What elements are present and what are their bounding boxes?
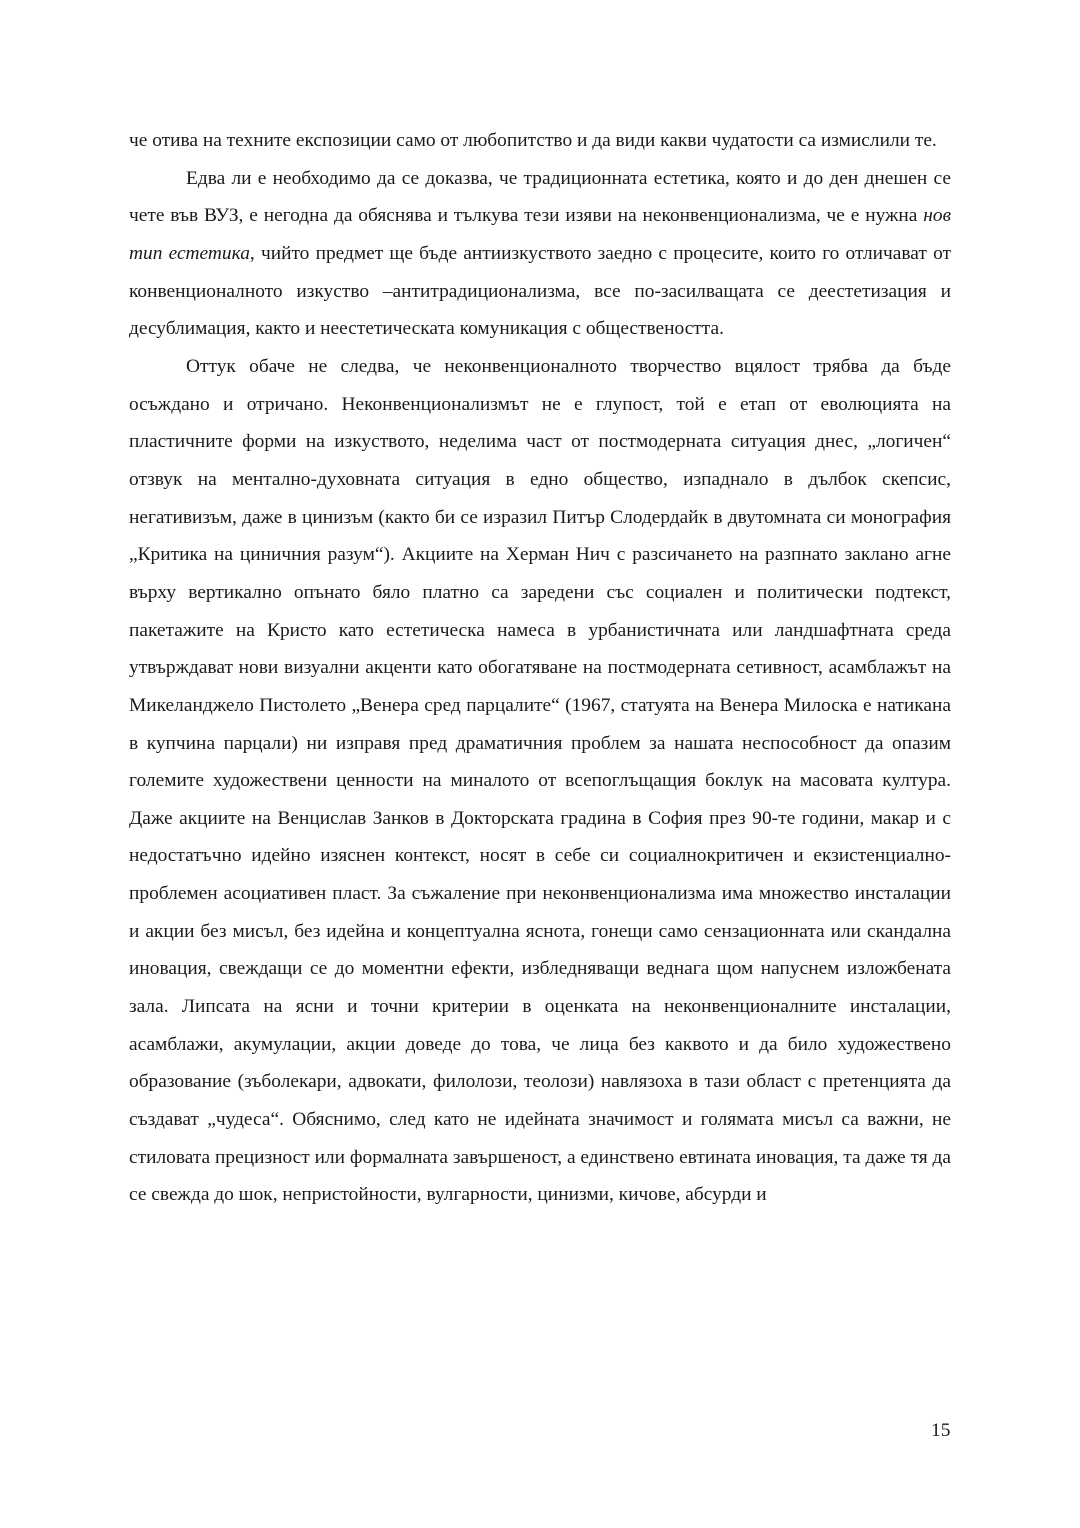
paragraph-aesthetics-text-after: , чийто предмет ще бъде антиизкуството заедно с процесите, които го отличават от конвенционалното изкуство –антитрадиционализма, все по-засилващата се деестетизация и десублимация, както и неестетическата комуникация с обществеността. <box>129 242 951 340</box>
emphasis-new-aesthetics: нов тип естетика <box>129 205 951 264</box>
document-body <box>129 122 951 1214</box>
paragraph-continuation: че отива на техните експозиции само от любопитство и да види какви чудатости са измислили те. <box>129 130 937 151</box>
paragraph-nonconventional: Оттук обаче не следва, че неконвенционалното творчество вцялост трябва да бъде осъждано и отричано. Неконвенционализмът не е глупост, той е етап от еволюцията на пластичните форми на изкуството, неделима част от постмодерната ситуация днес, „логичен“ отзвук на ментално-духовната ситуация в едно общество, изпаднало в дълбок скепсис, негативизъм, даже в цинизъм (както би се изразил Питър Слодердайк в двутомната си монография „Критика на циничния разум“). Акциите на Херман Нич с разсичането на разпнато заклано агне върху вертикално опънато бяло платно са заредени със социален и политически подтекст, пакетажите на Кристо като естетическа намеса в урбанистичната или ландшафтната среда утвърждават нови визуални акценти като обогатяване на постмодерната сетивност, асамблажът на Микеланджело Пистолето „Венера сред парцалите“ (1967, статуята на Венера Милоска е натикана в купчина парцали) ни изправя пред драматичния проблем за нашата неспособност да опазим големите художествени ценности на миналото от всепоглъщащия боклук на масовата култура. Даже акциите на Венцислав Занков в Докторската градина в София през 90-те години, макар и с недостатъчно идейно изяснен контекст, носят в себе си социалнокритичен и екзистенциално-проблемен асоциативен пласт. За съжаление при неконвенционализма има множество инсталации и акции без мисъл, без идейна и концептуална яснота, гонещи само сензационната или скандална иновация, свеждащи се до моментни ефекти, избледняващи веднага щом напуснем изложбената зала. Липсата на ясни и точни критерии в оценката на неконвенционалните инсталации, асамблажи, акумулации, акции доведе до това, че лица без каквото и да било художествено образование (зъболекари, адвокати, филолози, теолози) навлязоха в тази област с претенцията да създават „чудеса“. Обяснимо, след като не идейната значимост и голямата мисъл са важни, не стиловата прецизност или формалната завършеност, а единствено евтината иновация, та даже тя да се свежда до шок, непристойности, вулгарности, цинизми, кичове, абсурди и <box>129 355 951 1206</box>
page-number: 15 <box>931 1420 951 1441</box>
paragraph-aesthetics <box>129 160 951 348</box>
paragraph-aesthetics-text-before: Едва ли е необходимо да се доказва, че традиционната естетика, която и до ден днешен се чете във ВУЗ, е негодна да обяснява и тълкува тези изяви на неконвенционализма, че е нужна <box>129 167 951 227</box>
